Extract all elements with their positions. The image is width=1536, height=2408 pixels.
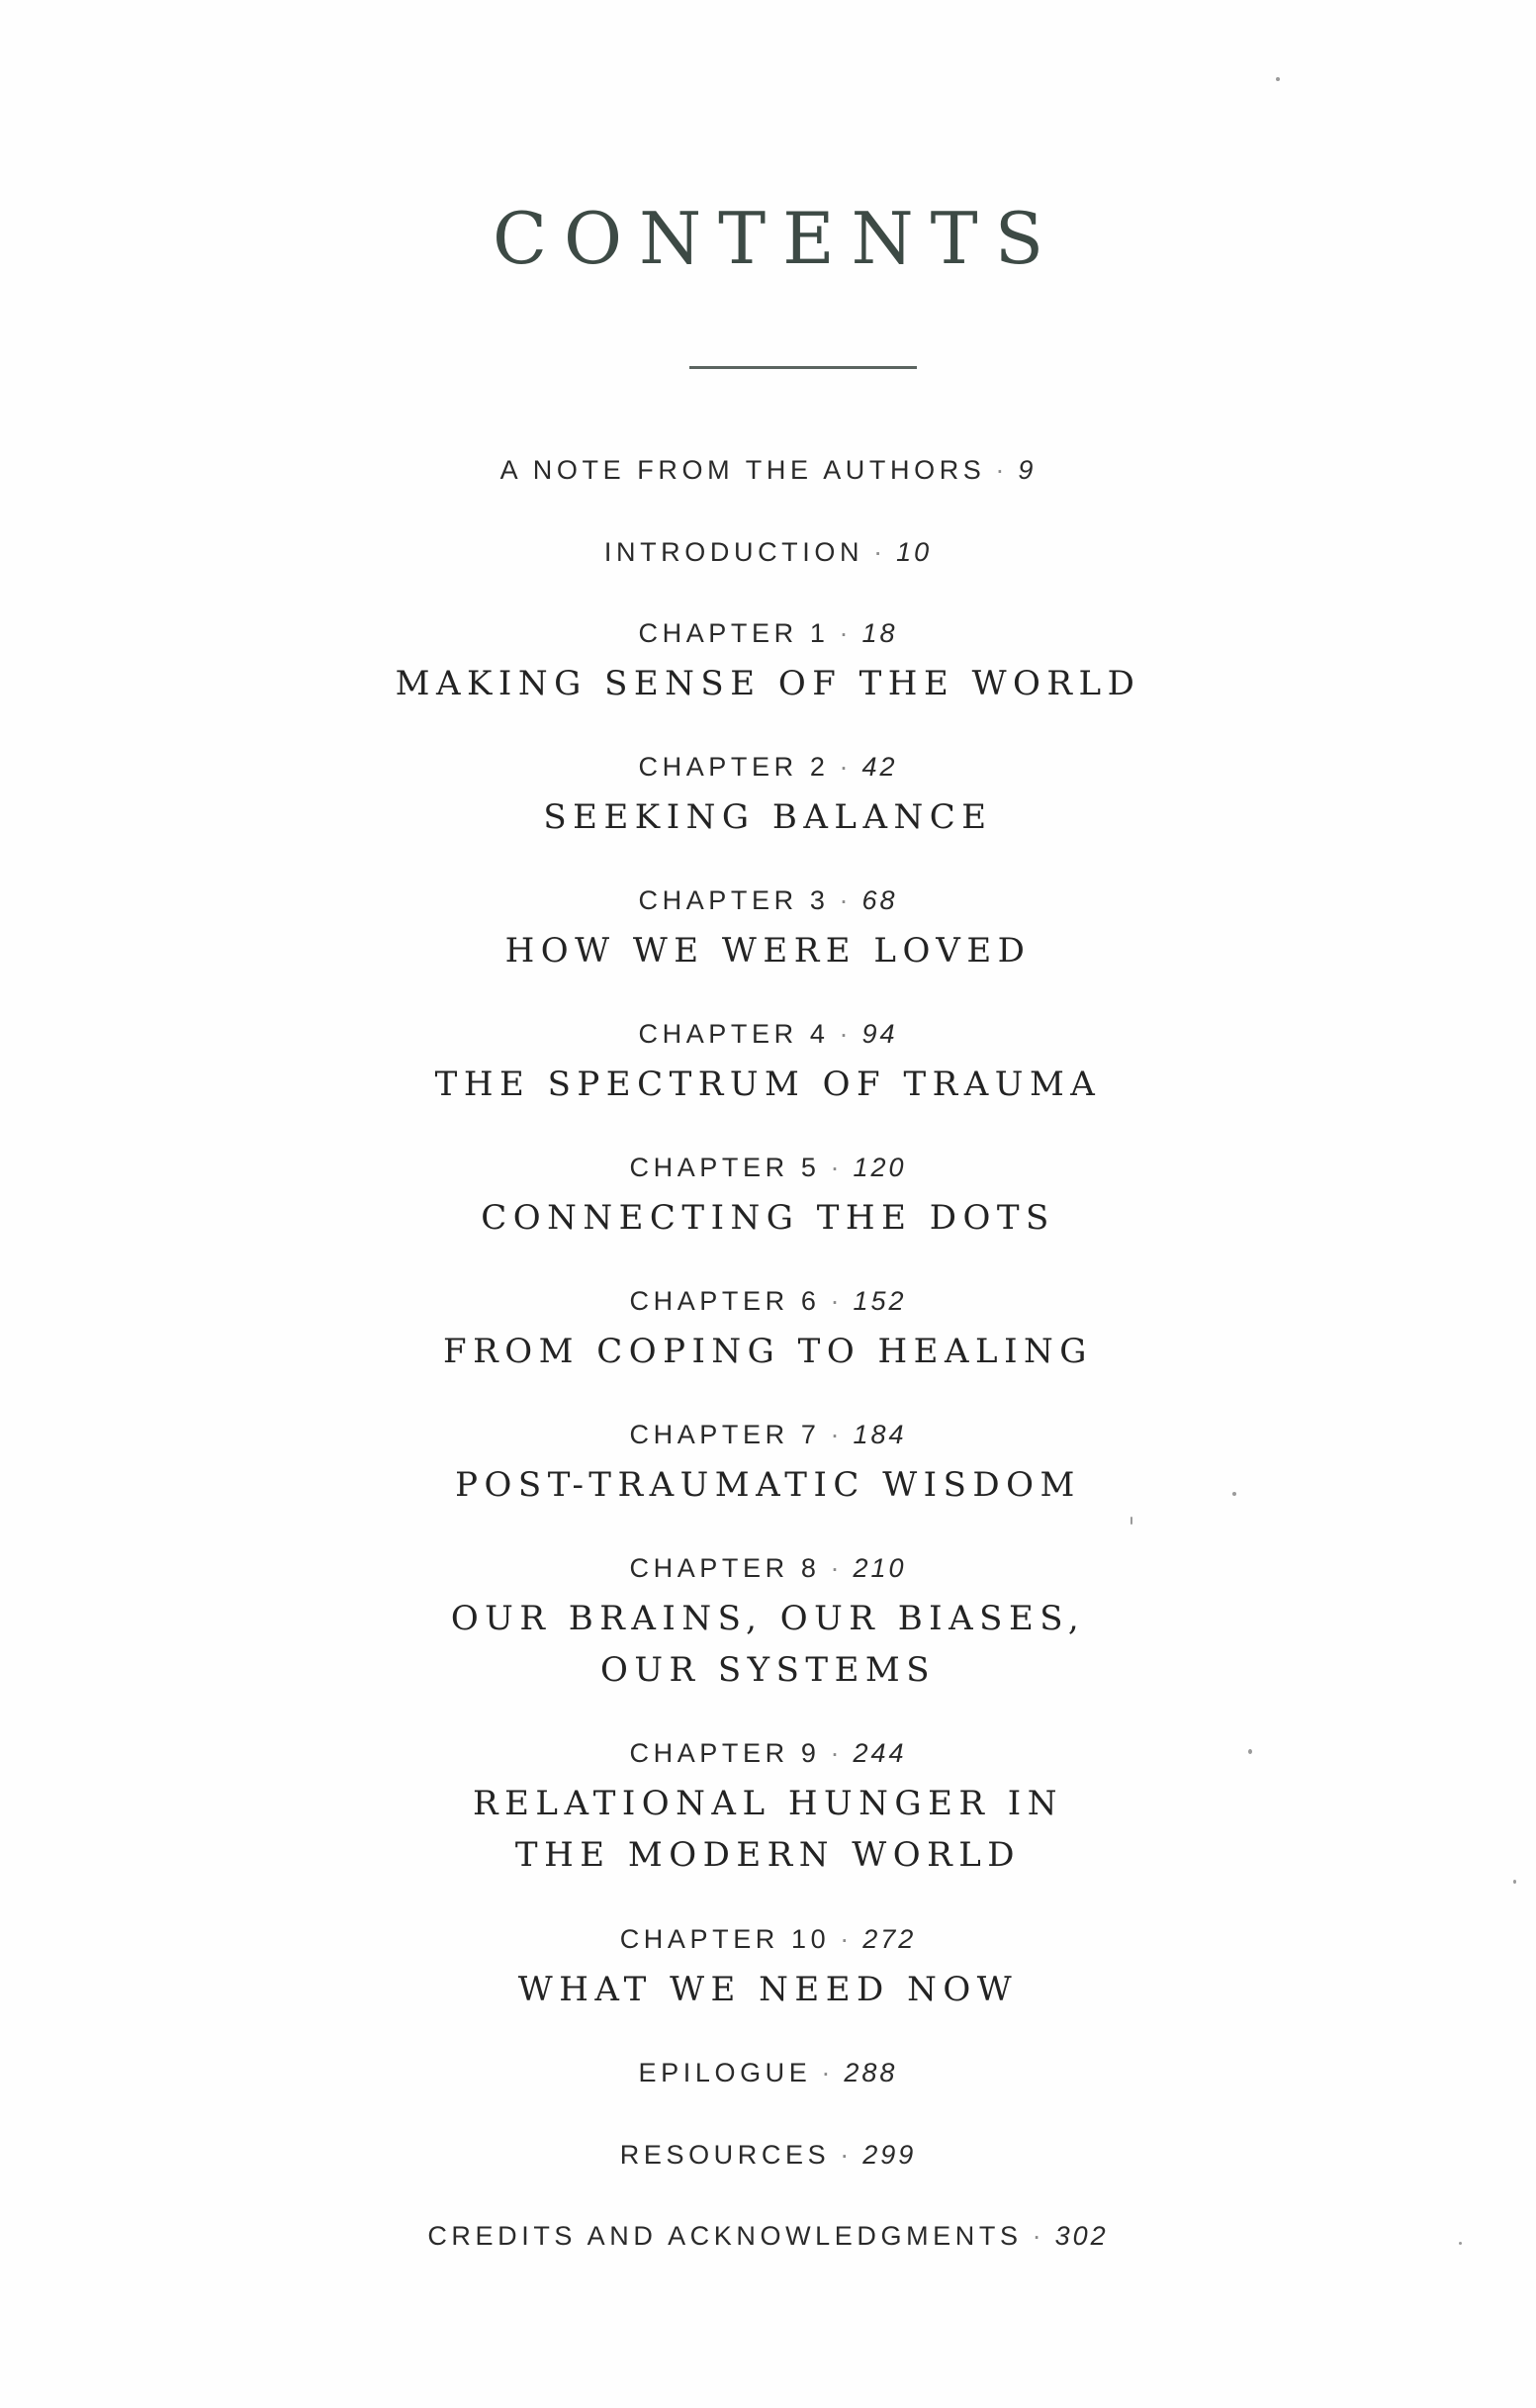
toc-entry-epilogue[interactable] [0, 2060, 1536, 2086]
scan-speck [1276, 77, 1280, 81]
toc-chapter-5-title[interactable] [0, 1192, 1536, 1244]
toc-chapter-2-title[interactable] [0, 791, 1536, 843]
chapter-title-line: HOW WE WERE LOVED [504, 931, 1032, 971]
page-number: 18 [861, 618, 898, 648]
toc-entry-authors-note[interactable] [0, 457, 1536, 484]
chapter-label: CHAPTER 2 [638, 752, 830, 782]
scan-speck [1232, 1492, 1236, 1496]
toc-chapter-7-heading[interactable] [0, 1422, 1536, 1448]
page-number: 120 [853, 1153, 907, 1182]
separator-dot: · [830, 1738, 840, 1768]
scan-speck [1513, 1880, 1516, 1884]
page-number: 244 [853, 1738, 907, 1768]
separator-dot: · [839, 618, 849, 648]
toc-chapter-4-heading[interactable] [0, 1021, 1536, 1048]
chapter-label: CHAPTER 7 [629, 1420, 821, 1449]
chapter-label: CHAPTER 10 [619, 1924, 831, 1954]
page-number: 94 [861, 1019, 898, 1049]
page-number: 9 [1018, 455, 1037, 485]
chapter-title-line: MAKING SENSE OF THE WORLD [395, 664, 1141, 703]
page-number: 299 [862, 2140, 917, 2170]
chapter-title-line: SEEKING BALANCE [543, 797, 993, 837]
chapter-title-line: FROM COPING TO HEALING [443, 1332, 1093, 1371]
separator-dot: · [830, 1153, 840, 1182]
chapter-label: CHAPTER 1 [638, 618, 830, 648]
chapter-title-line: POST-TRAUMATIC WISDOM [455, 1465, 1081, 1505]
entry-label: EPILOGUE [638, 2058, 812, 2087]
page-number: 42 [861, 752, 898, 782]
scan-speck [1248, 1749, 1252, 1754]
separator-dot: · [839, 1019, 849, 1049]
page-number: 272 [862, 1924, 917, 1954]
page-number: 152 [853, 1286, 907, 1316]
toc-chapter-6-heading[interactable] [0, 1288, 1536, 1315]
toc-chapter-9-heading[interactable] [0, 1740, 1536, 1767]
separator-dot: · [839, 885, 849, 915]
separator-dot: · [995, 455, 1005, 485]
chapter-label: CHAPTER 8 [629, 1553, 821, 1583]
separator-dot: · [830, 1286, 840, 1316]
separator-dot: · [821, 2058, 831, 2087]
toc-chapter-8-heading[interactable] [0, 1555, 1536, 1582]
chapter-title-line: OUR SYSTEMS [599, 1650, 937, 1690]
chapter-title-line: THE MODERN WORLD [514, 1835, 1022, 1875]
entry-label: CREDITS AND ACKNOWLEDGMENTS [427, 2221, 1023, 2251]
toc-chapter-1-heading[interactable] [0, 620, 1536, 647]
chapter-title-line: OUR BRAINS, OUR BIASES, [450, 1599, 1086, 1638]
toc-chapter-6-title[interactable] [0, 1326, 1536, 1377]
chapter-title-line: RELATIONAL HUNGER IN [473, 1784, 1063, 1823]
toc-chapter-3-heading[interactable] [0, 887, 1536, 914]
entry-label: A NOTE FROM THE AUTHORS [499, 455, 986, 485]
page-title: CONTENTS [492, 197, 1061, 280]
scan-speck [1459, 2242, 1462, 2245]
toc-chapter-4-title[interactable] [0, 1059, 1536, 1110]
separator-dot: · [1032, 2221, 1041, 2251]
chapter-label: CHAPTER 9 [629, 1738, 821, 1768]
page-number: 288 [844, 2058, 898, 2087]
chapter-label: CHAPTER 5 [629, 1153, 821, 1182]
scan-speck [1130, 1517, 1132, 1525]
toc-chapter-10-heading[interactable] [0, 1926, 1536, 1953]
toc-chapter-10-title[interactable] [0, 1964, 1536, 2015]
separator-dot: · [839, 752, 849, 782]
page-number: 302 [1054, 2221, 1109, 2251]
chapter-title-line: WHAT WE NEED NOW [517, 1970, 1019, 2009]
toc-entry-introduction[interactable] [0, 539, 1536, 566]
toc-chapter-8-title[interactable] [0, 1593, 1536, 1696]
toc-chapter-9-title[interactable] [0, 1778, 1536, 1881]
toc-chapter-3-title[interactable] [0, 925, 1536, 976]
toc-entry-resources[interactable] [0, 2142, 1536, 2169]
chapter-label: CHAPTER 4 [638, 1019, 830, 1049]
separator-dot: · [830, 1553, 840, 1583]
toc-chapter-7-title[interactable] [0, 1459, 1536, 1511]
entry-label: RESOURCES [619, 2140, 831, 2170]
chapter-title-line: CONNECTING THE DOTS [481, 1198, 1055, 1238]
page-number: 184 [853, 1420, 907, 1449]
toc-chapter-2-heading[interactable] [0, 754, 1536, 781]
separator-dot: · [830, 1420, 840, 1449]
toc-entry-credits[interactable] [0, 2223, 1536, 2250]
page-number: 210 [853, 1553, 907, 1583]
page-number: 68 [861, 885, 898, 915]
toc-chapter-5-heading[interactable] [0, 1155, 1536, 1181]
chapter-title-line: THE SPECTRUM OF TRAUMA [434, 1065, 1102, 1104]
chapter-label: CHAPTER 3 [638, 885, 830, 915]
chapter-label: CHAPTER 6 [629, 1286, 821, 1316]
page-number: 10 [896, 537, 933, 567]
toc-chapter-1-title[interactable] [0, 658, 1536, 709]
entry-label: INTRODUCTION [603, 537, 864, 567]
separator-dot: · [840, 2140, 850, 2170]
separator-dot: · [873, 537, 883, 567]
title-divider [689, 366, 917, 369]
separator-dot: · [840, 1924, 850, 1954]
